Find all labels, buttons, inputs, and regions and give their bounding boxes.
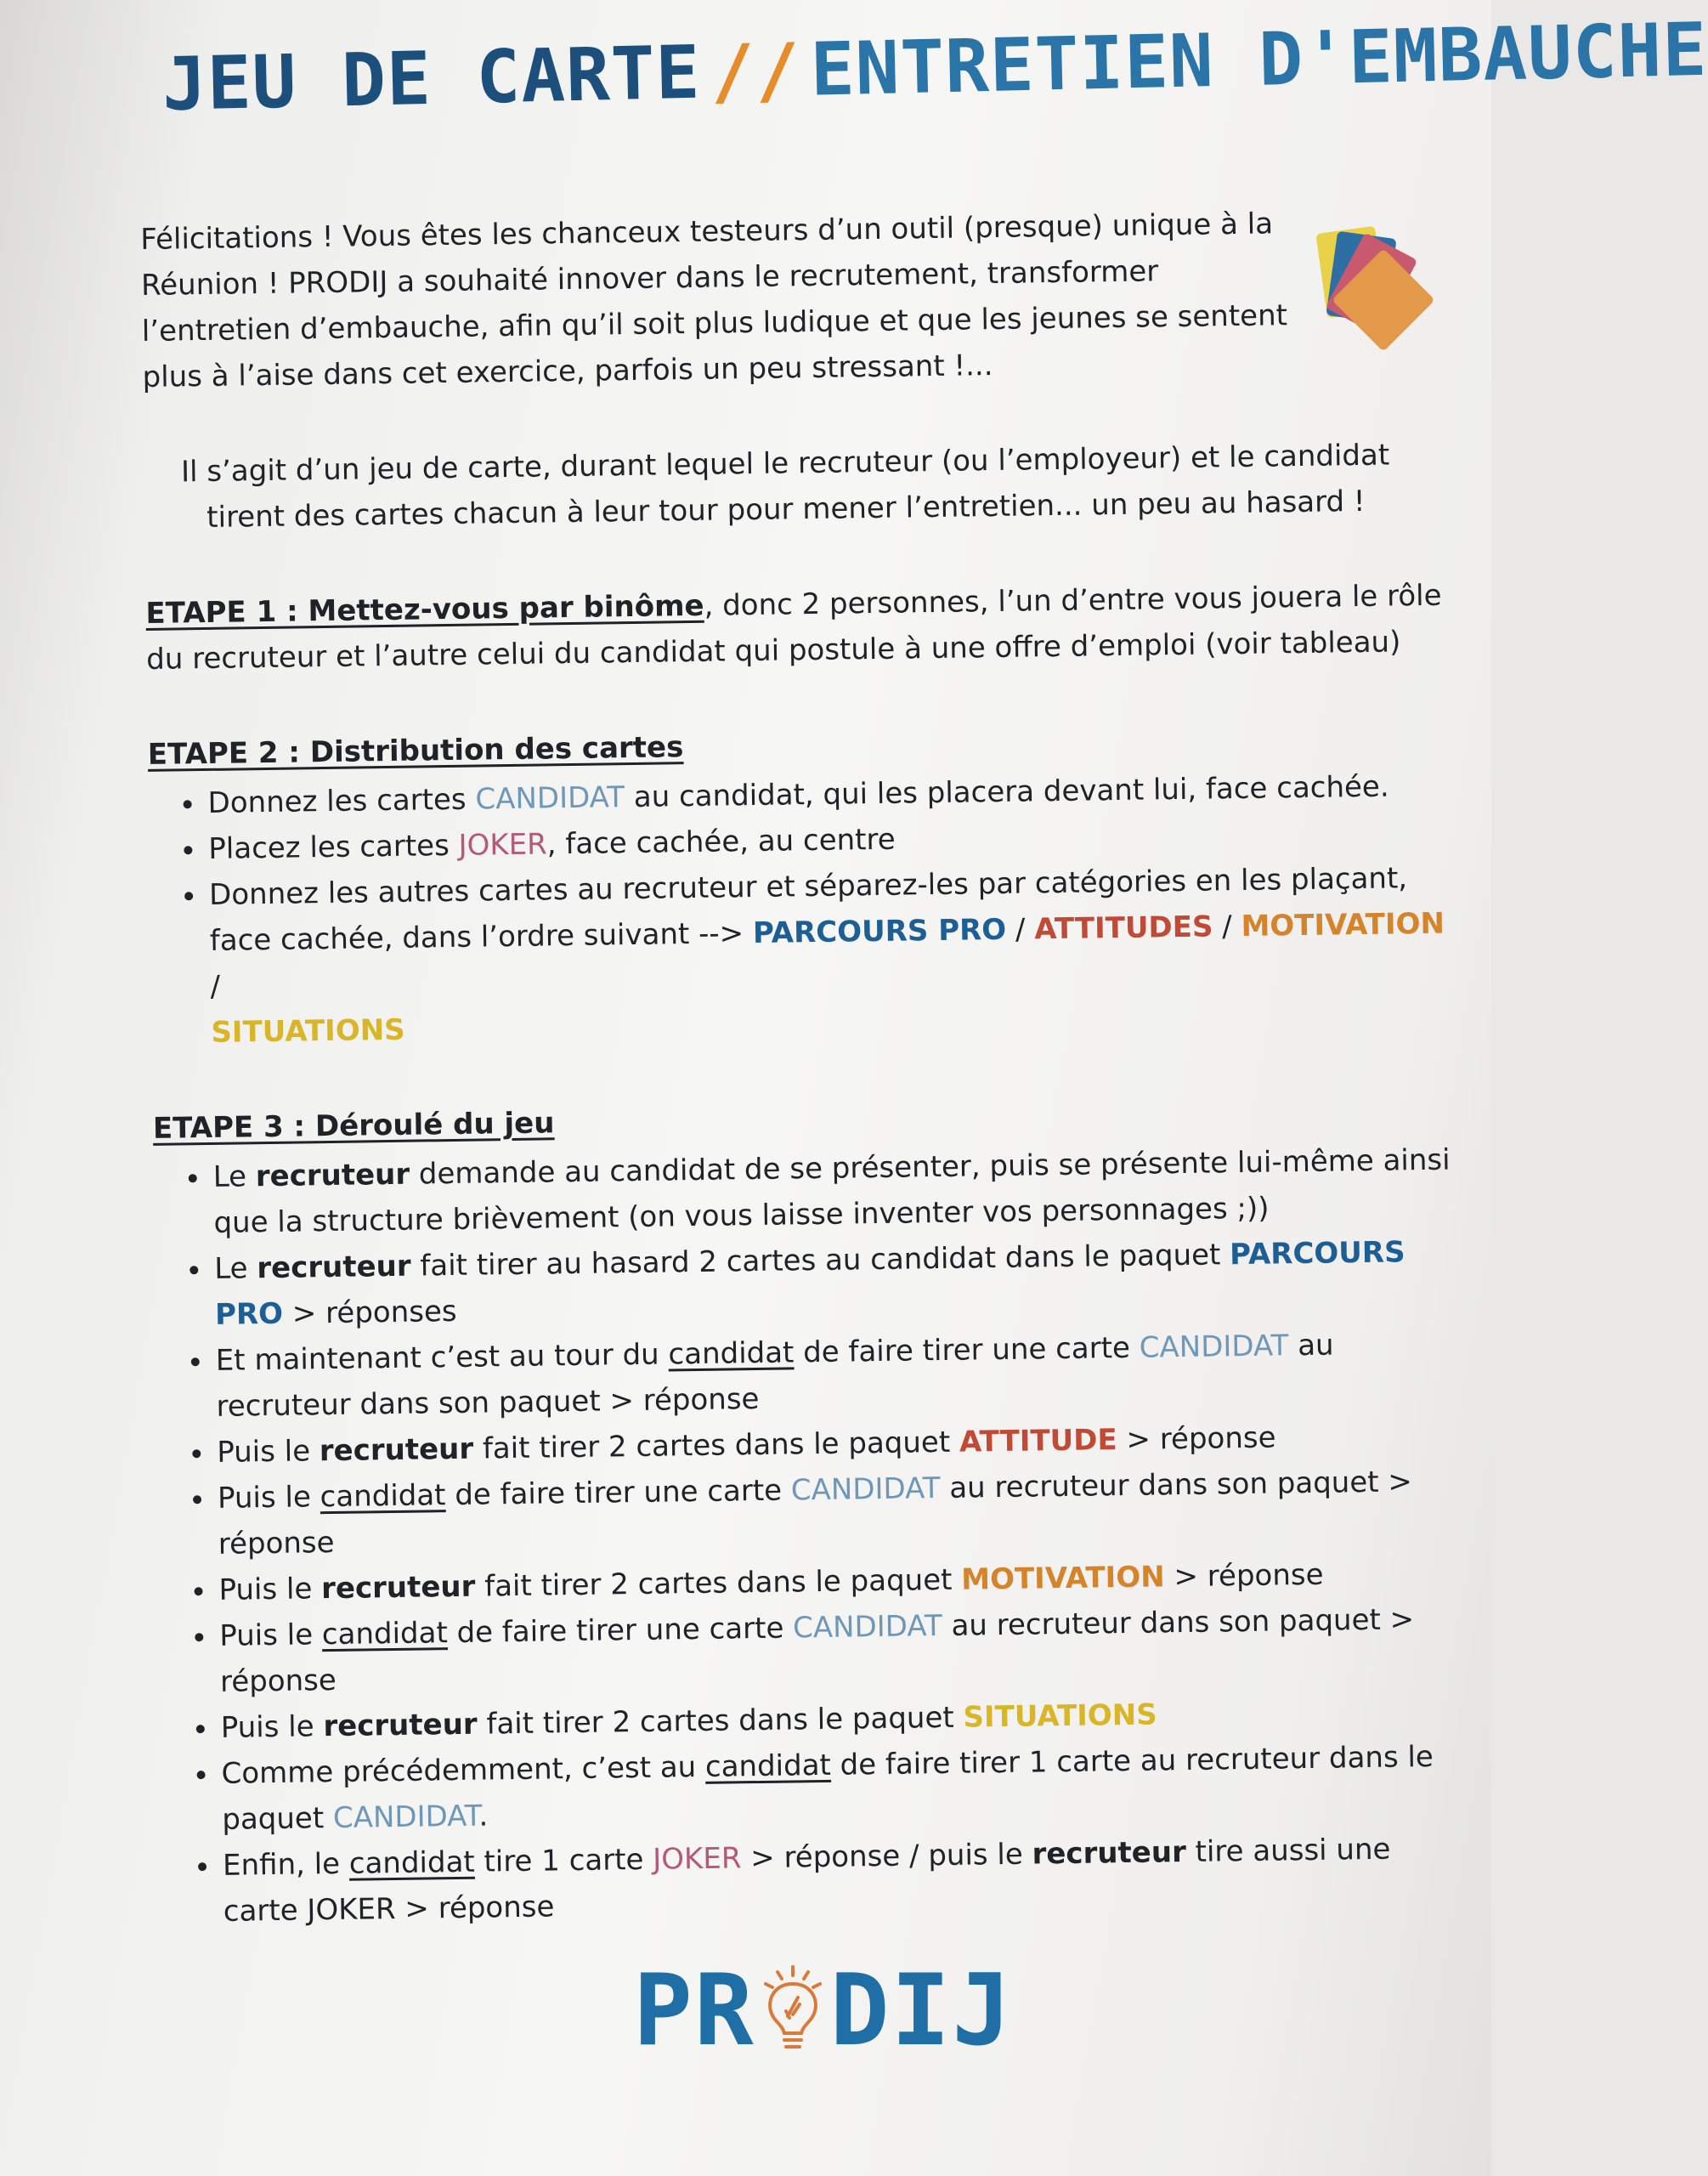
logo-text-right: DIJ <box>829 1952 1014 2068</box>
list-item: • Donnez les autres cartes au recruteur et séparez-les par catégories en les plaçant, face cachée, dans l’ordre suivant --> PARCOURS PRO / ATTITUDES / MOTIVATION / SITUATIONS <box>207 854 1461 1056</box>
list-item: • Puis le candidat de faire tirer une carte CANDIDAT au recruteur dans son paquet > réponse <box>216 1458 1468 1567</box>
list-item: • Le recruteur demande au candidat de se présenter, puis se présente lui-même ainsi que la structure brièvement (on vous laisse inventer vos personnages ;)) <box>211 1136 1462 1246</box>
title-separator: // <box>710 27 801 116</box>
title-part-2: ENTRETIEN D'EMBAUCHE <box>809 7 1708 113</box>
step-1-heading: ETAPE 1 : Mettez-vous par binôme <box>145 588 704 631</box>
step-3 <box>153 1087 1473 1935</box>
logo-text-left: PR <box>633 1952 755 2068</box>
lightbulb-rocket-icon <box>759 1964 827 2057</box>
step-2 <box>147 713 1460 1056</box>
list-item: • Donnez les cartes CANDIDAT au candidat, qui les placera devant lui, face cachée. <box>206 762 1457 826</box>
list-item: • Enfin, le candidat tire 1 carte JOKER > réponse / puis le recruteur tire aussi une carte JOKER > réponse <box>221 1825 1473 1935</box>
intro-paragraph: Félicitations ! Vous êtes les chanceux testeurs d’un outil (presque) unique à la Réunion ! PRODIJ a souhaité innover dans le recrutement, transformer l’entretien d’embauche, afin qu’il soit plus ludique et que les jeunes se sentent plus à l’aise dans cet exercice, parfois un peu stressant !... <box>140 207 1288 394</box>
step-2-heading: ETAPE 2 : Distribution des cartes <box>147 730 684 772</box>
title-part-1: JEU DE CARTE <box>161 30 702 128</box>
list-item: • Puis le recruteur fait tirer 2 cartes dans le paquet ATTITUDE > réponse <box>215 1412 1467 1476</box>
step-1 <box>145 572 1455 682</box>
document-body <box>140 198 1473 1935</box>
page-title <box>161 7 1708 128</box>
step-3-heading: ETAPE 3 : Déroulé du jeu <box>152 1106 555 1146</box>
list-item: • Puis le candidat de faire tirer une carte CANDIDAT au recruteur dans son paquet > réponse <box>218 1595 1469 1705</box>
list-item: • Et maintenant c’est au tour du candidat de faire tirer une carte CANDIDAT au recruteur dans son paquet > réponse <box>213 1320 1465 1430</box>
list-item: • Le recruteur fait tirer au hasard 2 cartes au candidat dans le paquet PARCOURS PRO > réponses <box>212 1228 1464 1338</box>
game-description: Il s’agit d’un jeu de carte, durant lequel le recruteur (ou l’employeur) et le candidat tirent des cartes chacun à leur tour pour mener l’entretien... un peu au hasard ! <box>180 438 1390 535</box>
list-item: • Puis le recruteur fait tirer 2 cartes dans le paquet SITUATIONS <box>218 1687 1470 1751</box>
list-item: • Placez les cartes JOKER, face cachée, au centre <box>206 808 1458 872</box>
list-item: • Comme précédemment, c’est au candidat de faire tirer 1 carte au recruteur dans le paquet CANDIDAT. <box>219 1733 1471 1843</box>
step-2-list <box>148 762 1460 1056</box>
step-3-list <box>153 1136 1473 1935</box>
step-1-text: , donc 2 personnes, l’un d’entre vous jouera le rôle du recruteur et l’autre celui du candidat qui postule à une offre d’emploi (voir tableau) <box>145 578 1442 677</box>
prodij-logo <box>633 1952 1014 2068</box>
list-item: • Puis le recruteur fait tirer 2 cartes dans le paquet MOTIVATION > réponse <box>217 1550 1468 1613</box>
